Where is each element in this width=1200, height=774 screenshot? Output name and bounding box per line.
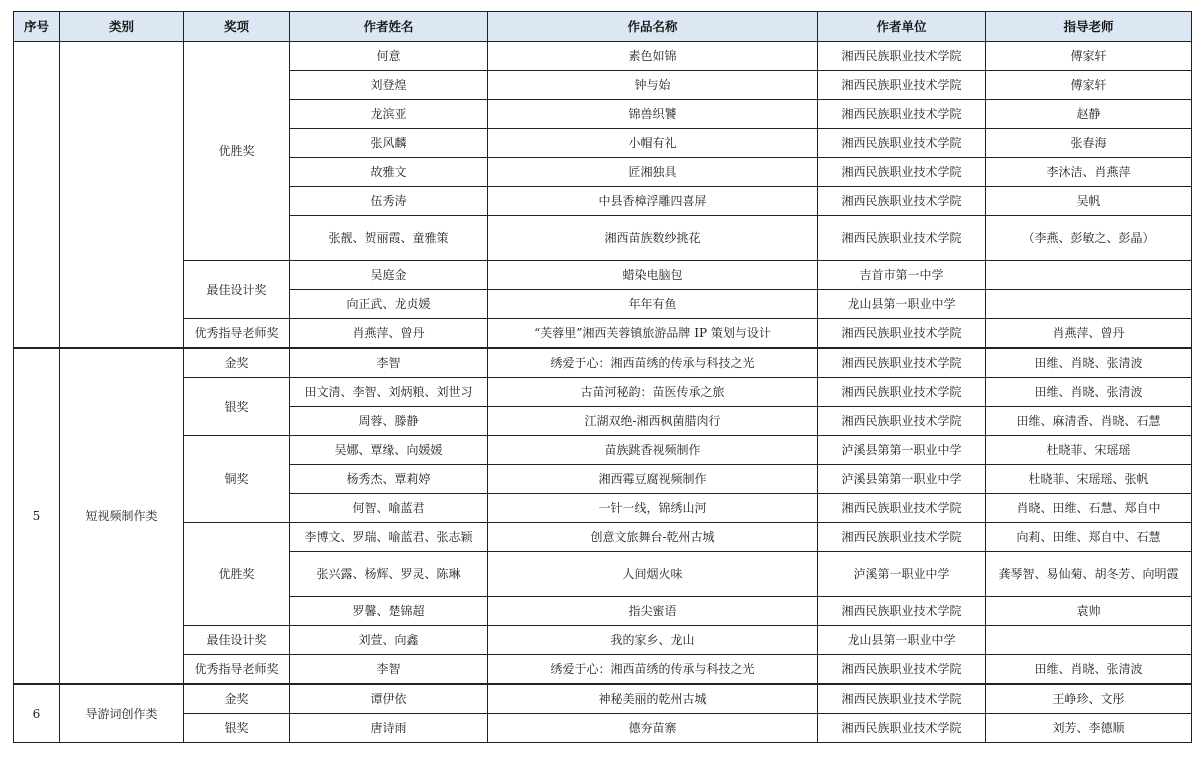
author-cell: 刘萱、向鑫 <box>290 626 488 655</box>
table-row <box>14 684 1192 714</box>
unit-cell: 湘西民族职业技术学院 <box>818 407 986 436</box>
header-number: 序号 <box>14 12 60 42</box>
award-cell: 优秀指导老师奖 <box>184 319 290 349</box>
table-row <box>14 655 1192 685</box>
teacher-cell: 肖燕萍、曾丹 <box>986 319 1192 349</box>
header-author: 作者姓名 <box>290 12 488 42</box>
unit-cell: 湘西民族职业技术学院 <box>818 158 986 187</box>
table-row <box>14 436 1192 465</box>
teacher-cell: 向莉、田维、郑自中、石慧 <box>986 523 1192 552</box>
category-cell <box>60 42 184 349</box>
author-cell: 李博文、罗瑞、喻蓝君、张志颖 <box>290 523 488 552</box>
table-row <box>14 523 1192 552</box>
work-cell: 指尖蜜语 <box>488 597 818 626</box>
author-cell: 谭伊依 <box>290 684 488 714</box>
unit-cell: 湘西民族职业技术学院 <box>818 100 986 129</box>
unit-cell: 湘西民族职业技术学院 <box>818 597 986 626</box>
header-teacher: 指导老师 <box>986 12 1192 42</box>
author-cell: 杨秀杰、覃莉婷 <box>290 465 488 494</box>
header-row <box>14 12 1192 42</box>
unit-cell: 湘西民族职业技术学院 <box>818 655 986 685</box>
teacher-cell: 袁帅 <box>986 597 1192 626</box>
teacher-cell: 杜晓菲、宋瑶瑶 <box>986 436 1192 465</box>
teacher-cell <box>986 261 1192 290</box>
work-cell: 中县香樟浮雕四喜屏 <box>488 187 818 216</box>
unit-cell: 湘西民族职业技术学院 <box>818 129 986 158</box>
unit-cell: 湘西民族职业技术学院 <box>818 523 986 552</box>
unit-cell: 湘西民族职业技术学院 <box>818 684 986 714</box>
unit-cell: 湘西民族职业技术学院 <box>818 494 986 523</box>
teacher-cell: 傅家轩 <box>986 42 1192 71</box>
teacher-cell: 王峥珍、文彤 <box>986 684 1192 714</box>
teacher-cell: 田维、肖晓、张清波 <box>986 378 1192 407</box>
author-cell: 田文清、李智、刘炳粮、刘世习 <box>290 378 488 407</box>
award-cell: 金奖 <box>184 684 290 714</box>
unit-cell: 湘西民族职业技术学院 <box>818 216 986 261</box>
author-cell: 向正武、龙贞媛 <box>290 290 488 319</box>
teacher-cell: 杜晓菲、宋瑶瑶、张帆 <box>986 465 1192 494</box>
unit-cell: 湘西民族职业技术学院 <box>818 378 986 407</box>
unit-cell: 湘西民族职业技术学院 <box>818 187 986 216</box>
work-cell: 古苗河秘韵：苗医传承之旅 <box>488 378 818 407</box>
author-cell: 罗馨、楚锦超 <box>290 597 488 626</box>
author-cell: 故雅文 <box>290 158 488 187</box>
work-cell: 绣爱于心：湘西苗绣的传承与科技之光 <box>488 655 818 685</box>
author-cell: 张风麟 <box>290 129 488 158</box>
work-cell: 德夯苗寨 <box>488 714 818 743</box>
award-cell: 银奖 <box>184 714 290 743</box>
unit-cell: 湘西民族职业技术学院 <box>818 71 986 100</box>
award-table <box>13 11 1192 743</box>
table-row <box>14 378 1192 407</box>
work-cell: “芙蓉里”湘西芙蓉镇旅游品牌 IP 策划与设计 <box>488 319 818 349</box>
award-cell: 金奖 <box>184 348 290 378</box>
teacher-cell: 李沐洁、肖燕萍 <box>986 158 1192 187</box>
unit-cell: 龙山县第一职业中学 <box>818 626 986 655</box>
table-row <box>14 261 1192 290</box>
award-cell: 最佳设计奖 <box>184 626 290 655</box>
table-row <box>14 42 1192 71</box>
work-cell: 苗族跳香视频制作 <box>488 436 818 465</box>
unit-cell: 湘西民族职业技术学院 <box>818 42 986 71</box>
work-cell: 素色如锦 <box>488 42 818 71</box>
work-cell: 蜡染电脑包 <box>488 261 818 290</box>
table-row <box>14 319 1192 349</box>
award-cell: 优胜奖 <box>184 42 290 261</box>
author-cell: 周蓉、滕静 <box>290 407 488 436</box>
number-cell: 5 <box>14 348 60 684</box>
work-cell: 创意文旅舞台-乾州古城 <box>488 523 818 552</box>
work-cell: 湘西霉豆腐视频制作 <box>488 465 818 494</box>
unit-cell: 泸溪第一职业中学 <box>818 552 986 597</box>
table-row <box>14 626 1192 655</box>
teacher-cell: 田维、肖晓、张清波 <box>986 348 1192 378</box>
unit-cell: 龙山县第一职业中学 <box>818 290 986 319</box>
work-cell: 年年有鱼 <box>488 290 818 319</box>
author-cell: 唐诗雨 <box>290 714 488 743</box>
teacher-cell <box>986 626 1192 655</box>
header-work: 作品名称 <box>488 12 818 42</box>
author-cell: 吴庭金 <box>290 261 488 290</box>
teacher-cell: 傅家轩 <box>986 71 1192 100</box>
author-cell: 肖燕萍、曾丹 <box>290 319 488 349</box>
author-cell: 龙滨亚 <box>290 100 488 129</box>
work-cell: 我的家乡、龙山 <box>488 626 818 655</box>
teacher-cell: 田维、肖晓、张清波 <box>986 655 1192 685</box>
number-cell <box>14 42 60 349</box>
teacher-cell <box>986 290 1192 319</box>
table-row <box>14 714 1192 743</box>
unit-cell: 湘西民族职业技术学院 <box>818 714 986 743</box>
teacher-cell: 刘芳、李德顺 <box>986 714 1192 743</box>
teacher-cell: 张春海 <box>986 129 1192 158</box>
work-cell: 湘西苗族数纱挑花 <box>488 216 818 261</box>
category-cell: 短视频制作类 <box>60 348 184 684</box>
teacher-cell: 赵静 <box>986 100 1192 129</box>
teacher-cell: （李燕、彭敏之、彭晶） <box>986 216 1192 261</box>
award-table-container <box>13 11 1192 743</box>
work-cell: 匠湘独具 <box>488 158 818 187</box>
work-cell: 神秘美丽的乾州古城 <box>488 684 818 714</box>
unit-cell: 吉首市第一中学 <box>818 261 986 290</box>
teacher-cell: 龚琴智、易仙菊、胡冬芳、向明霞 <box>986 552 1192 597</box>
author-cell: 吴娜、覃缘、向媛媛 <box>290 436 488 465</box>
author-cell: 张靓、贺丽霞、童雅策 <box>290 216 488 261</box>
work-cell: 人间烟火味 <box>488 552 818 597</box>
unit-cell: 湘西民族职业技术学院 <box>818 348 986 378</box>
award-cell: 最佳设计奖 <box>184 261 290 319</box>
unit-cell: 湘西民族职业技术学院 <box>818 319 986 349</box>
table-row <box>14 348 1192 378</box>
award-cell: 优秀指导老师奖 <box>184 655 290 685</box>
work-cell: 江湖双绝-湘西枫菌腊肉行 <box>488 407 818 436</box>
author-cell: 伍秀涛 <box>290 187 488 216</box>
author-cell: 何意 <box>290 42 488 71</box>
header-category: 类别 <box>60 12 184 42</box>
work-cell: 一针一线，锦绣山河 <box>488 494 818 523</box>
teacher-cell: 吴帆 <box>986 187 1192 216</box>
author-cell: 李智 <box>290 655 488 685</box>
header-unit: 作者单位 <box>818 12 986 42</box>
teacher-cell: 田维、麻清香、肖晓、石慧 <box>986 407 1192 436</box>
work-cell: 锦兽织饕 <box>488 100 818 129</box>
work-cell: 小帽有礼 <box>488 129 818 158</box>
author-cell: 刘登煌 <box>290 71 488 100</box>
author-cell: 张兴露、杨辉、罗灵、陈琳 <box>290 552 488 597</box>
author-cell: 李智 <box>290 348 488 378</box>
award-cell: 铜奖 <box>184 436 290 523</box>
award-cell: 优胜奖 <box>184 523 290 626</box>
category-cell: 导游词创作类 <box>60 684 184 743</box>
unit-cell: 泸溪县第第一职业中学 <box>818 436 986 465</box>
award-cell: 银奖 <box>184 378 290 436</box>
work-cell: 钟与始 <box>488 71 818 100</box>
work-cell: 绣爱于心：湘西苗绣的传承与科技之光 <box>488 348 818 378</box>
unit-cell: 泸溪县第第一职业中学 <box>818 465 986 494</box>
teacher-cell: 肖晓、田维、石慧、郑自中 <box>986 494 1192 523</box>
header-award: 奖项 <box>184 12 290 42</box>
author-cell: 何智、喻蓝君 <box>290 494 488 523</box>
number-cell: 6 <box>14 684 60 743</box>
